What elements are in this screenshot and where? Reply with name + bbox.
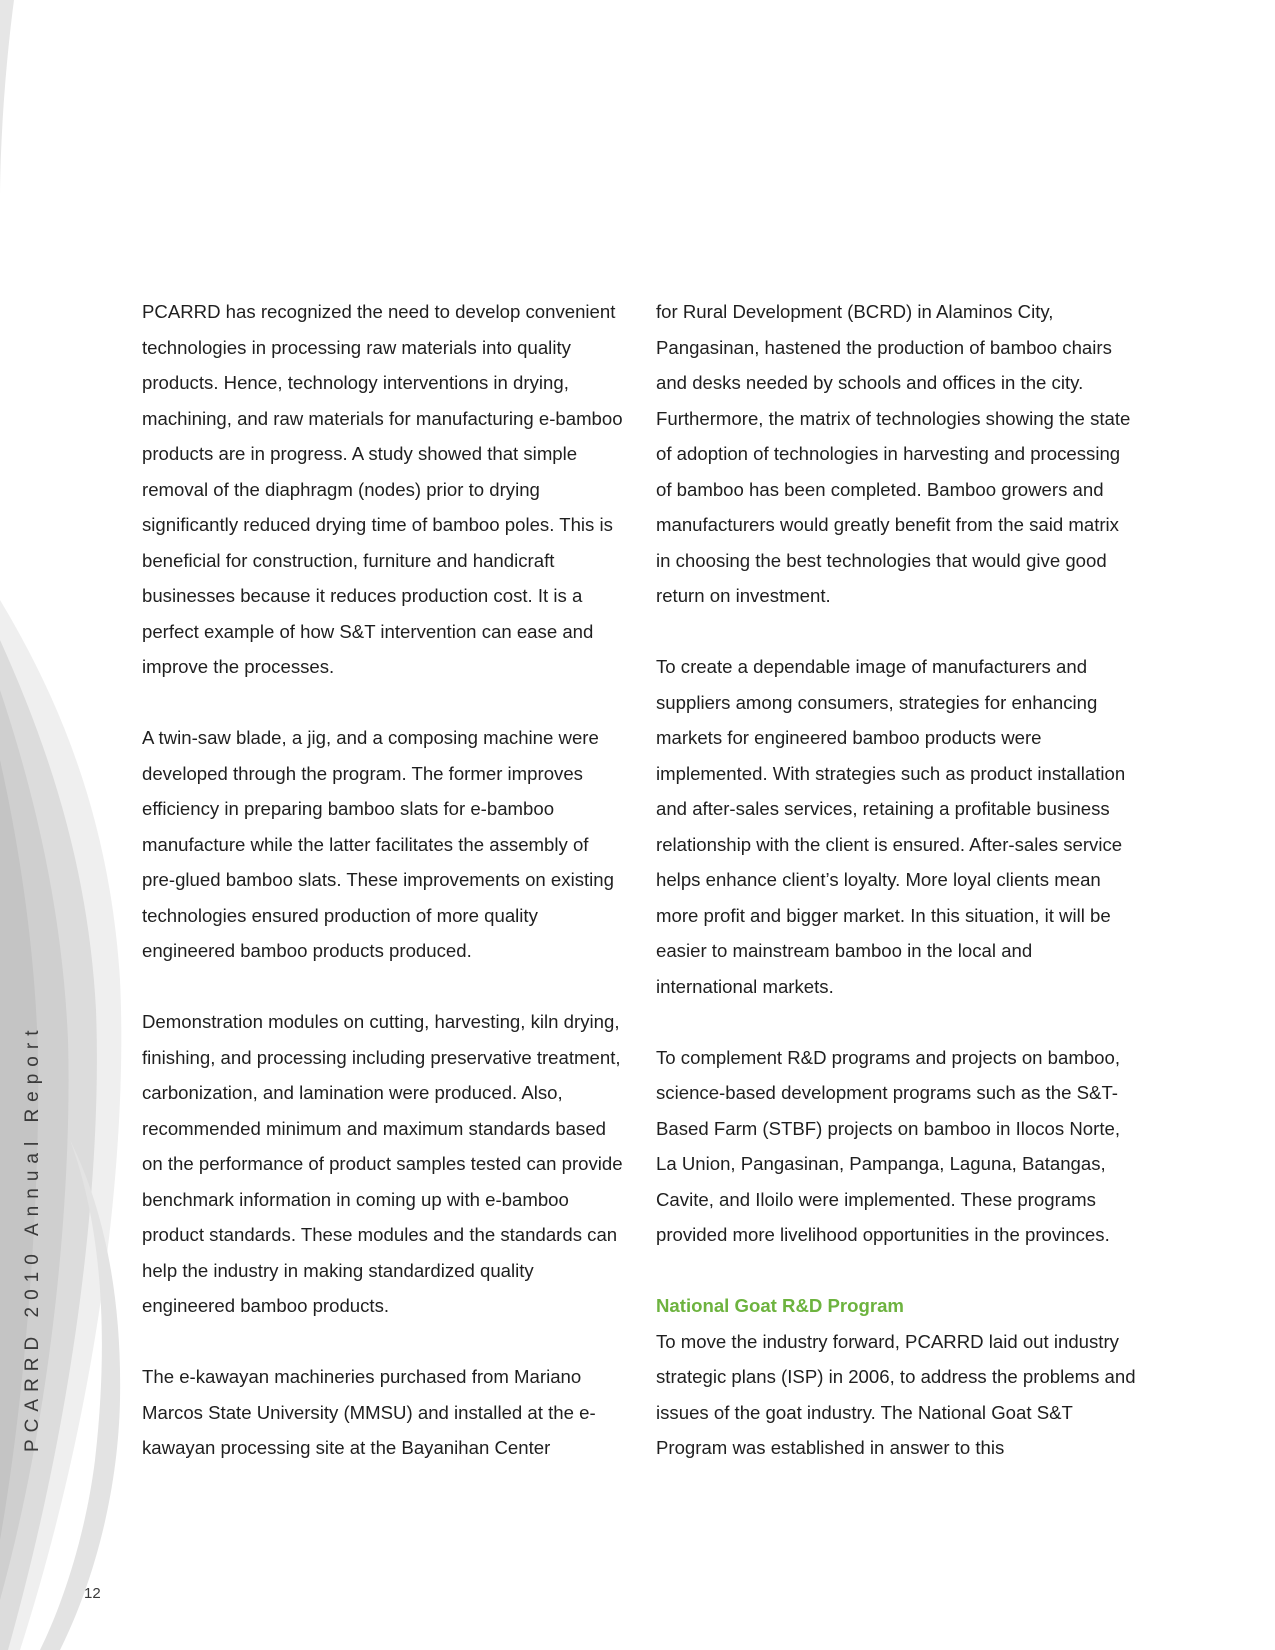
body-paragraph: A twin-saw blade, a jig, and a composing machine were developed through the program. The former improves efficiency in preparing bamboo slats for e-bamboo manufacture while the latter facilitates the assembly of pre-glued bamboo slats. These improvements on existing technologies ensured production of more quality engineered bamboo products produced.: [142, 727, 614, 961]
body-paragraph: To complement R&D programs and projects on bamboo, science-based development programs such as the S&T-Based Farm (STBF) projects on bamboo in Ilocos Norte, La Union, Pangasinan, Pampanga, Laguna, Batangas, Cavite, and Iloilo were implemented. These programs provided more livelihood opportunities in the provinces.: [656, 1046, 1121, 1245]
running-head-vertical: PCARRD 2010 Annual Report: [22, 1023, 43, 1452]
body-paragraph: for Rural Development (BCRD) in Alaminos City, Pangasinan, hastened the production of bamboo chairs and desks needed by schools and offices in the city. Furthermore, the matrix of technologies showing the state of adoption of technologies in harvesting and processing of bamboo has been completed. Bamboo growers and manufacturers would greatly benefit from the said matrix in choosing the best technologies that would give good return on investment.: [656, 301, 1131, 606]
right-text-column: [656, 294, 1138, 1466]
page-number: 12: [84, 1585, 101, 1602]
body-paragraph: The e-kawayan machineries purchased from Mariano Marcos State University (MMSU) and installed at the e-kawayan processing site at the Bayanihan Center: [142, 1366, 596, 1458]
section-heading: National Goat R&D Program: [656, 1295, 904, 1316]
body-paragraph: To move the industry forward, PCARRD laid out industry strategic plans (ISP) in 2006, to address the problems and issues of the goat industry. The National Goat S&T Program was established in answer to this: [656, 1330, 1136, 1458]
body-paragraph: To create a dependable image of manufacturers and suppliers among consumers, strategies for enhancing markets for engineered bamboo products were implemented. With strategies such as product installation and after-sales services, retaining a profitable business relationship with the client is ensured. After-sales service helps enhance client’s loyalty. More loyal clients mean more profit and bigger market. In this situation, it will be easier to mainstream bamboo in the local and international markets.: [656, 656, 1126, 997]
body-paragraph: PCARRD has recognized the need to develop convenient technologies in processing raw materials into quality products. Hence, technology interventions in drying, machining, and raw materials for manufacturing e-bamboo products are in progress. A study showed that simple removal of the diaphragm (nodes) prior to drying significantly reduced drying time of bamboo poles. This is beneficial for construction, furniture and handicraft businesses because it reduces production cost. It is a perfect example of how S&T intervention can ease and improve the processes.: [142, 301, 623, 677]
body-paragraph: Demonstration modules on cutting, harvesting, kiln drying, finishing, and processing including preservative treatment, carbonization, and lamination were produced. Also, recommended minimum and maximum standards based on the performance of product samples tested can provide benchmark information in coming up with e-bamboo product standards. These modules and the standards can help the industry in making standardized quality engineered bamboo products.: [142, 1011, 623, 1316]
left-text-column: [142, 294, 624, 1466]
